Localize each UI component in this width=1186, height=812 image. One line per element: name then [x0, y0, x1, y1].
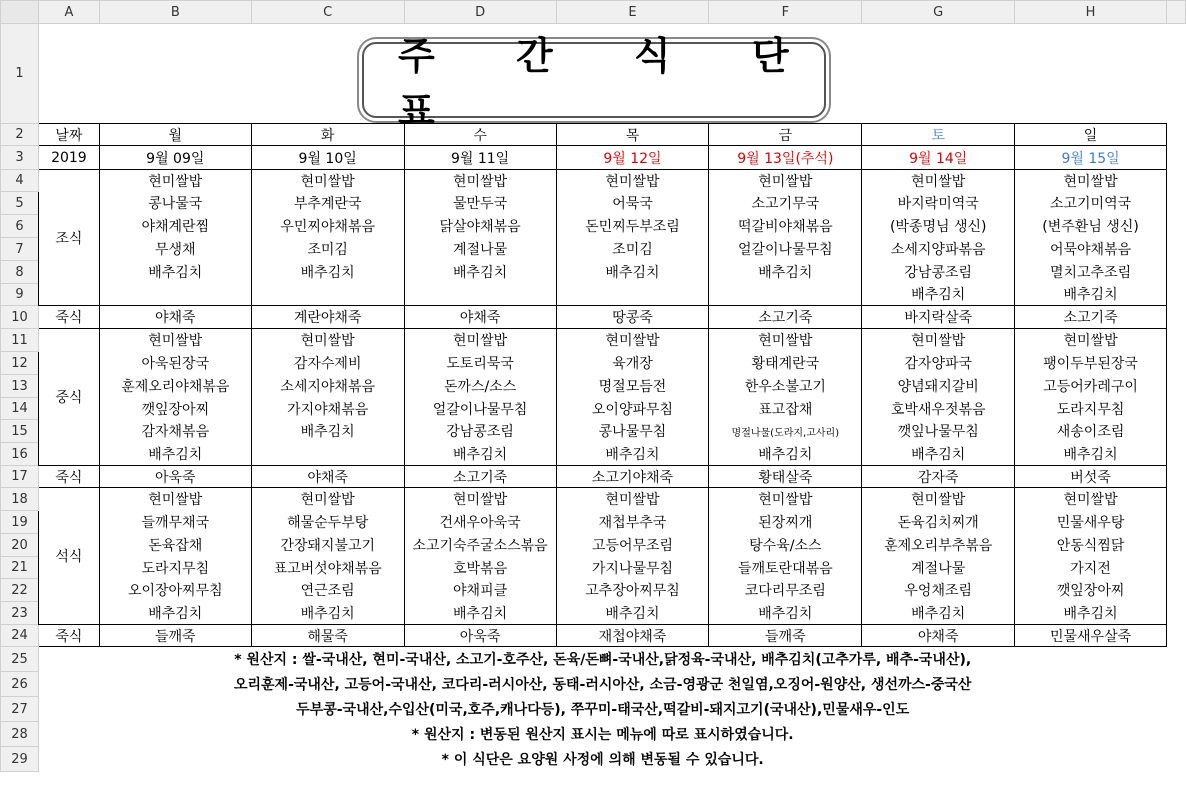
menu-cell[interactable]: 안동식찜닭 — [1015, 534, 1167, 557]
menu-cell[interactable]: 현미쌀밥 — [709, 329, 862, 352]
menu-cell[interactable]: 버섯죽 — [1015, 466, 1167, 488]
row-header[interactable]: 29 — [1, 747, 39, 772]
sheet-row — [1, 747, 1186, 772]
menu-cell[interactable]: 야채죽 — [251, 466, 404, 488]
empty-cell — [1166, 306, 1185, 329]
menu-cell[interactable]: 아욱된장국 — [99, 352, 251, 375]
sheet-row — [1, 602, 1186, 625]
header-cell[interactable]: 토 — [862, 124, 1015, 146]
empty-cell — [1166, 747, 1185, 772]
menu-cell[interactable]: 현미쌀밥 — [556, 488, 709, 511]
menu-cell[interactable]: 배추김치 — [862, 602, 1015, 625]
empty-cell — [1166, 215, 1185, 238]
menu-cell[interactable]: 현미쌀밥 — [862, 488, 1015, 511]
empty-cell — [1166, 647, 1185, 672]
meal-label[interactable]: 석식 — [38, 488, 99, 625]
title-box — [362, 34, 826, 133]
menu-cell[interactable]: 된장찌개 — [709, 511, 862, 534]
menu-cell[interactable]: 배추김치 — [404, 602, 556, 625]
menu-cell[interactable]: 돈육김치찌개 — [862, 511, 1015, 534]
menu-cell[interactable] — [251, 443, 404, 466]
sheet-row — [1, 352, 1186, 375]
date-cell[interactable]: 2019 — [38, 146, 99, 170]
meal-label[interactable]: 조식 — [38, 170, 99, 306]
menu-cell[interactable]: 깻잎장아찌 — [1015, 579, 1167, 602]
sheet-row — [1, 647, 1186, 672]
menu-cell[interactable]: 무생채 — [99, 238, 251, 261]
menu-cell[interactable]: 고추장아찌무침 — [556, 579, 709, 602]
menu-cell[interactable]: 감자양파국 — [862, 352, 1015, 375]
menu-cell[interactable]: 양념돼지갈비 — [862, 375, 1015, 398]
row-header[interactable]: 11 — [1, 329, 39, 352]
row-header[interactable]: 25 — [1, 647, 39, 672]
menu-cell[interactable]: 어묵야채볶음 — [1015, 238, 1167, 261]
column-header-b[interactable]: B — [99, 1, 251, 24]
menu-cell[interactable]: 소세지야채볶음 — [251, 375, 404, 398]
empty-cell — [1166, 398, 1185, 420]
row-header[interactable]: 8 — [1, 261, 39, 284]
menu-cell[interactable]: 강남콩조림 — [862, 261, 1015, 284]
empty-cell — [1166, 124, 1185, 146]
menu-cell[interactable]: 현미쌀밥 — [404, 170, 556, 192]
origin-note[interactable]: 오리훈제-국내산, 고등어-국내산, 코다리-러시아산, 동태-러시아산, 소금-영광군 천일염,오징어-원양산, 생선까스-중국산 — [233, 677, 972, 693]
menu-cell[interactable]: 배추김치 — [862, 284, 1015, 306]
row-header[interactable]: 27 — [1, 697, 39, 722]
empty-cell — [1166, 375, 1185, 398]
menu-cell[interactable]: 현미쌀밥 — [709, 488, 862, 511]
menu-cell[interactable]: 배추김치 — [709, 602, 862, 625]
empty-cell — [1166, 534, 1185, 557]
menu-cell[interactable]: 조미김 — [251, 238, 404, 261]
empty-cell — [1166, 24, 1185, 124]
date-cell[interactable]: 9월 13일(추석) — [709, 146, 862, 170]
empty-cell — [1166, 284, 1185, 306]
menu-cell[interactable]: 도라지무침 — [1015, 398, 1167, 420]
empty-cell — [1166, 238, 1185, 261]
sheet-row — [1, 215, 1186, 238]
menu-cell[interactable] — [556, 284, 709, 306]
menu-cell[interactable]: 얼갈이나물무침 — [404, 398, 556, 420]
empty-cell — [1166, 443, 1185, 466]
menu-cell[interactable]: 소고기야채죽 — [556, 466, 709, 488]
empty-cell — [1166, 672, 1185, 697]
sheet-row — [1, 557, 1186, 579]
empty-cell — [1166, 352, 1185, 375]
menu-cell[interactable]: 닭살야채볶음 — [404, 215, 556, 238]
menu-cell[interactable]: 땅콩죽 — [556, 306, 709, 329]
menu-cell[interactable]: 얼갈이나물무침 — [709, 238, 862, 261]
menu-cell[interactable]: 배추김치 — [99, 602, 251, 625]
menu-cell[interactable]: 명절모듬전 — [556, 375, 709, 398]
empty-cell — [1166, 261, 1185, 284]
menu-cell[interactable]: 배추김치 — [1015, 443, 1167, 466]
sheet-row — [1, 672, 1186, 697]
menu-cell[interactable]: 명절나물(도라지,고사리) — [709, 420, 862, 443]
row-header[interactable]: 9 — [1, 284, 39, 306]
menu-cell[interactable]: 감자채볶음 — [99, 420, 251, 443]
menu-cell[interactable]: 현미쌀밥 — [1015, 329, 1167, 352]
header-cell[interactable]: 일 — [1015, 124, 1167, 146]
menu-cell[interactable]: 가지야채볶음 — [251, 398, 404, 420]
menu-cell[interactable]: 들깨무채국 — [99, 511, 251, 534]
menu-cell[interactable]: 배추김치 — [556, 602, 709, 625]
menu-cell[interactable]: 재첩부추국 — [556, 511, 709, 534]
menu-cell[interactable]: 바지락살죽 — [862, 306, 1015, 329]
date-cell[interactable]: 9월 09일 — [99, 146, 251, 170]
menu-cell[interactable]: 계절나물 — [862, 557, 1015, 579]
menu-cell[interactable]: 계절나물 — [404, 238, 556, 261]
empty-cell — [1166, 602, 1185, 625]
origin-note[interactable]: * 원산지 : 쌀-국내산, 현미-국내산, 소고기-호주산, 돈육/돈뼈-국내산,닭정육-국내산, 배추김치(고추가루, 배추-국내산), — [234, 652, 972, 669]
origin-note[interactable]: * 이 식단은 요양원 사정에 의해 변동될 수 있습니다. — [441, 752, 764, 768]
menu-cell[interactable]: 연근조림 — [251, 579, 404, 602]
sheet-row — [1, 170, 1186, 192]
menu-cell[interactable]: 오이양파무침 — [556, 398, 709, 420]
empty-cell — [1166, 488, 1185, 511]
row-header[interactable]: 12 — [1, 352, 39, 375]
sheet-row — [1, 146, 1186, 170]
empty-cell — [1166, 420, 1185, 443]
sheet-row — [1, 375, 1186, 398]
menu-cell[interactable]: 야채피클 — [404, 579, 556, 602]
menu-cell[interactable]: 배추김치 — [251, 261, 404, 284]
menu-cell[interactable]: 돈까스/소스 — [404, 375, 556, 398]
menu-cell[interactable]: 배추김치 — [556, 443, 709, 466]
menu-cell[interactable]: 간장돼지불고기 — [251, 534, 404, 557]
menu-cell[interactable]: 깻잎나물무침 — [862, 420, 1015, 443]
date-cell[interactable]: 9월 14일 — [862, 146, 1015, 170]
row-header[interactable]: 15 — [1, 420, 39, 443]
menu-cell[interactable]: 돈육잡채 — [99, 534, 251, 557]
menu-cell[interactable]: 육개장 — [556, 352, 709, 375]
menu-cell[interactable]: 물만두국 — [404, 192, 556, 215]
empty-cell — [1166, 329, 1185, 352]
menu-cell[interactable]: 훈제오리부추볶음 — [862, 534, 1015, 557]
menu-cell[interactable]: 새송이조림 — [1015, 420, 1167, 443]
row-header[interactable]: 18 — [1, 488, 39, 511]
header-cell[interactable]: 수 — [404, 124, 556, 146]
menu-cell[interactable]: 현미쌀밥 — [251, 170, 404, 192]
row-header[interactable]: 2 — [1, 124, 39, 146]
header-cell[interactable]: 화 — [251, 124, 404, 146]
column-header-a[interactable]: A — [38, 1, 99, 24]
menu-cell[interactable]: 배추김치 — [251, 420, 404, 443]
menu-cell[interactable]: 현미쌀밥 — [404, 488, 556, 511]
menu-cell[interactable] — [251, 284, 404, 306]
empty-cell — [1166, 625, 1185, 647]
sheet-row — [1, 697, 1186, 722]
sheet-row — [1, 420, 1186, 443]
select-all-corner[interactable] — [1, 1, 39, 24]
page-title: 주 간 식 단 표 — [398, 34, 823, 133]
menu-cell[interactable]: 배추김치 — [99, 443, 251, 466]
sheet-row — [1, 443, 1186, 466]
menu-cell[interactable]: 야채계란찜 — [99, 215, 251, 238]
menu-cell[interactable]: 들깨토란대볶음 — [709, 557, 862, 579]
menu-cell[interactable]: 건새우아욱국 — [404, 511, 556, 534]
menu-cell[interactable]: 현미쌀밥 — [556, 170, 709, 192]
sheet-row — [1, 329, 1186, 352]
menu-cell[interactable]: 도토리묵국 — [404, 352, 556, 375]
menu-cell[interactable]: 현미쌀밥 — [404, 329, 556, 352]
menu-cell[interactable]: 배추김치 — [99, 261, 251, 284]
menu-cell[interactable]: 가지전 — [1015, 557, 1167, 579]
menu-cell[interactable]: 소고기숙주굴소스볶음 — [404, 534, 556, 557]
menu-cell[interactable]: 오이장아찌무침 — [99, 579, 251, 602]
column-header-filler — [1166, 1, 1185, 24]
menu-cell[interactable]: 코다리무조림 — [709, 579, 862, 602]
menu-cell[interactable]: 현미쌀밥 — [251, 488, 404, 511]
sheet-row — [1, 488, 1186, 511]
menu-cell[interactable]: 배추김치 — [404, 443, 556, 466]
menu-cell[interactable]: 감자수제비 — [251, 352, 404, 375]
menu-cell[interactable]: 야채죽 — [404, 306, 556, 329]
menu-cell[interactable] — [99, 284, 251, 306]
menu-cell[interactable]: 현미쌀밥 — [556, 329, 709, 352]
menu-cell[interactable]: 계란야채죽 — [251, 306, 404, 329]
row-header[interactable]: 17 — [1, 466, 39, 488]
sheet-row — [1, 192, 1186, 215]
menu-cell[interactable]: 현미쌀밥 — [99, 488, 251, 511]
row-header[interactable]: 22 — [1, 579, 39, 602]
menu-cell[interactable]: 현미쌀밥 — [99, 329, 251, 352]
sheet-row — [1, 579, 1186, 602]
menu-cell[interactable]: 배추김치 — [862, 443, 1015, 466]
row-header[interactable]: 13 — [1, 375, 39, 398]
empty-cell — [1166, 579, 1185, 602]
menu-cell[interactable]: 떡갈비야채볶음 — [709, 215, 862, 238]
menu-cell[interactable]: 민물새우탕 — [1015, 511, 1167, 534]
menu-cell[interactable]: 배추김치 — [251, 602, 404, 625]
empty-cell — [1166, 511, 1185, 534]
header-cell[interactable]: 월 — [99, 124, 251, 146]
menu-cell[interactable] — [709, 284, 862, 306]
menu-cell[interactable]: 조미김 — [556, 238, 709, 261]
menu-cell[interactable]: (박종명님 생신) — [862, 215, 1015, 238]
header-cell[interactable]: 날짜 — [38, 124, 99, 146]
origin-note[interactable]: * 원산지 : 변동된 원산지 표시는 메뉴에 따로 표시하였습니다. — [411, 727, 794, 743]
sheet-row — [1, 511, 1186, 534]
menu-cell[interactable]: 배추김치 — [404, 261, 556, 284]
menu-cell[interactable]: 들깨죽 — [99, 625, 251, 647]
row-header[interactable]: 3 — [1, 146, 39, 170]
menu-cell[interactable]: 우민찌야채볶음 — [251, 215, 404, 238]
header-cell[interactable]: 금 — [709, 124, 862, 146]
menu-cell[interactable]: 멸치고추조림 — [1015, 261, 1167, 284]
sheet-row — [1, 466, 1186, 488]
menu-cell[interactable]: 소고기죽 — [709, 306, 862, 329]
menu-cell[interactable]: 훈제오리야채볶음 — [99, 375, 251, 398]
empty-cell — [1166, 170, 1185, 192]
menu-cell[interactable]: 강남콩조림 — [404, 420, 556, 443]
menu-cell[interactable] — [404, 284, 556, 306]
menu-cell[interactable]: 소고기미역국 — [1015, 192, 1167, 215]
sheet-row — [1, 238, 1186, 261]
date-cell[interactable]: 9월 10일 — [251, 146, 404, 170]
column-header-f[interactable]: F — [709, 1, 862, 24]
column-header-c[interactable]: C — [251, 1, 404, 24]
menu-cell[interactable]: 팽이두부된장국 — [1015, 352, 1167, 375]
date-cell[interactable]: 9월 11일 — [404, 146, 556, 170]
menu-cell[interactable]: 호박새우젓볶음 — [862, 398, 1015, 420]
menu-cell[interactable]: 현미쌀밥 — [862, 329, 1015, 352]
column-header-h[interactable]: H — [1015, 1, 1167, 24]
row-header[interactable]: 6 — [1, 215, 39, 238]
menu-cell[interactable]: 한우소불고기 — [709, 375, 862, 398]
row-header[interactable]: 4 — [1, 170, 39, 192]
origin-note[interactable]: 두부콩-국내산,수입산(미국,호주,캐나다등), 쭈꾸미-태국산,떡갈비-돼지고기(국내산),민물새우-인도 — [296, 702, 910, 718]
row-header[interactable]: 20 — [1, 534, 39, 557]
menu-cell[interactable]: 콩나물무침 — [556, 420, 709, 443]
row-header[interactable]: 10 — [1, 306, 39, 329]
meal-label[interactable]: 중식 — [38, 329, 99, 466]
menu-cell[interactable]: 재첩야채죽 — [556, 625, 709, 647]
menu-cell[interactable]: 배추김치 — [1015, 602, 1167, 625]
row-header[interactable]: 16 — [1, 443, 39, 466]
menu-cell[interactable]: 부추계란국 — [251, 192, 404, 215]
menu-cell[interactable]: (변주환님 생신) — [1015, 215, 1167, 238]
empty-cell — [1166, 722, 1185, 747]
row-header[interactable]: 23 — [1, 602, 39, 625]
menu-cell[interactable]: 현미쌀밥 — [99, 170, 251, 192]
menu-cell[interactable]: 어묵국 — [556, 192, 709, 215]
menu-cell[interactable]: 감자죽 — [862, 466, 1015, 488]
empty-cell — [1166, 466, 1185, 488]
row-header[interactable]: 19 — [1, 511, 39, 534]
menu-cell[interactable]: 황태계란국 — [709, 352, 862, 375]
menu-cell[interactable]: 배추김치 — [1015, 284, 1167, 306]
menu-cell[interactable]: 탕수육/소스 — [709, 534, 862, 557]
menu-cell[interactable]: 표고잡채 — [709, 398, 862, 420]
row-header[interactable]: 1 — [1, 24, 39, 124]
column-header-e[interactable]: E — [556, 1, 709, 24]
menu-cell[interactable]: 들깨죽 — [709, 625, 862, 647]
menu-cell[interactable]: 소세지양파볶음 — [862, 238, 1015, 261]
date-cell[interactable]: 9월 15일 — [1015, 146, 1167, 170]
menu-cell[interactable]: 황태살죽 — [709, 466, 862, 488]
menu-cell[interactable]: 해물순두부탕 — [251, 511, 404, 534]
menu-cell[interactable]: 아욱죽 — [99, 466, 251, 488]
date-cell[interactable]: 9월 12일 — [556, 146, 709, 170]
menu-cell[interactable]: 야채죽 — [862, 625, 1015, 647]
menu-cell[interactable]: 해물죽 — [251, 625, 404, 647]
menu-cell[interactable]: 야채죽 — [99, 306, 251, 329]
sheet-row — [1, 722, 1186, 747]
row-header[interactable]: 5 — [1, 192, 39, 215]
menu-cell[interactable]: 고등어카레구이 — [1015, 375, 1167, 398]
empty-cell — [1166, 557, 1185, 579]
row-header[interactable]: 24 — [1, 625, 39, 647]
sheet-row — [1, 306, 1186, 329]
menu-cell[interactable]: 현미쌀밥 — [1015, 170, 1167, 192]
menu-cell[interactable]: 바지락미역국 — [862, 192, 1015, 215]
menu-cell[interactable]: 콩나물국 — [99, 192, 251, 215]
row-header[interactable]: 7 — [1, 238, 39, 261]
column-header-d[interactable]: D — [404, 1, 556, 24]
menu-cell[interactable]: 현미쌀밥 — [862, 170, 1015, 192]
menu-cell[interactable]: 현미쌀밥 — [1015, 488, 1167, 511]
sheet-row — [1, 398, 1186, 420]
sheet-row — [1, 284, 1186, 306]
empty-cell — [1166, 192, 1185, 215]
menu-cell[interactable]: 호박볶음 — [404, 557, 556, 579]
menu-cell[interactable]: 고등어무조림 — [556, 534, 709, 557]
empty-cell — [1166, 697, 1185, 722]
sheet-row — [1, 534, 1186, 557]
menu-cell[interactable]: 현미쌀밥 — [709, 170, 862, 192]
menu-cell[interactable]: 돈민찌두부조림 — [556, 215, 709, 238]
menu-cell[interactable]: 아욱죽 — [404, 625, 556, 647]
header-cell[interactable]: 목 — [556, 124, 709, 146]
menu-cell[interactable]: 현미쌀밥 — [251, 329, 404, 352]
menu-cell[interactable]: 민물새우살죽 — [1015, 625, 1167, 647]
menu-cell[interactable]: 소고기무국 — [709, 192, 862, 215]
menu-cell[interactable]: 가지나물무침 — [556, 557, 709, 579]
row-header[interactable]: 21 — [1, 557, 39, 579]
menu-cell[interactable]: 소고기죽 — [1015, 306, 1167, 329]
meal-label[interactable]: 죽식 — [38, 306, 99, 329]
menu-cell[interactable]: 배추김치 — [709, 261, 862, 284]
menu-cell[interactable]: 깻잎장아찌 — [99, 398, 251, 420]
sheet-row — [1, 261, 1186, 284]
menu-cell[interactable]: 도라지무침 — [99, 557, 251, 579]
row-header[interactable]: 14 — [1, 398, 39, 420]
sheet-row — [1, 625, 1186, 647]
menu-cell[interactable]: 소고기죽 — [404, 466, 556, 488]
menu-cell[interactable]: 배추김치 — [709, 443, 862, 466]
row-header[interactable]: 26 — [1, 672, 39, 697]
meal-label[interactable]: 죽식 — [38, 625, 99, 647]
row-header[interactable]: 28 — [1, 722, 39, 747]
meal-label[interactable]: 죽식 — [38, 466, 99, 488]
menu-cell[interactable]: 우엉채조림 — [862, 579, 1015, 602]
empty-cell — [1166, 146, 1185, 170]
column-header-g[interactable]: G — [862, 1, 1015, 24]
menu-cell[interactable]: 배추김치 — [556, 261, 709, 284]
menu-cell[interactable]: 표고버섯야채볶음 — [251, 557, 404, 579]
